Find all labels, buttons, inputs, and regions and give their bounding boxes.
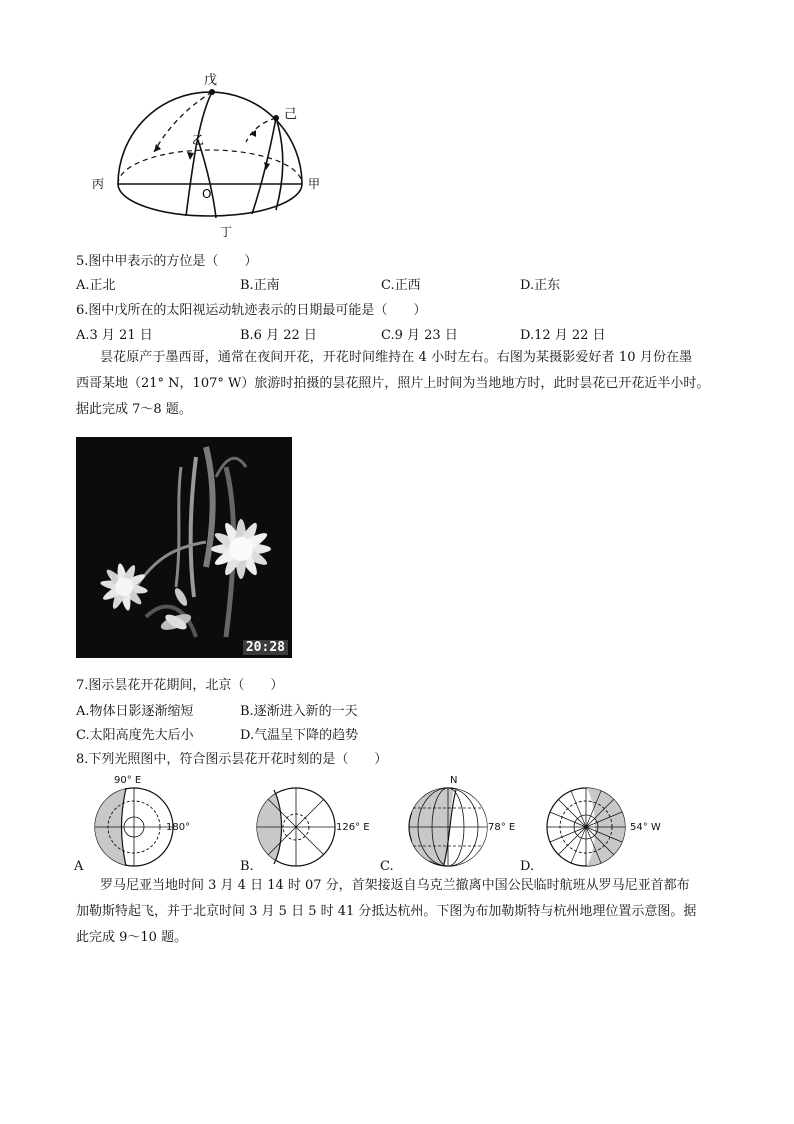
hemisphere-dome — [118, 92, 302, 184]
q5-option-b: B.正南 — [240, 278, 280, 293]
illumination-diagram-b — [252, 786, 342, 868]
passage2-line3: 此完成 9～10 题。 — [76, 930, 188, 945]
passage1-line3: 据此完成 7～8 题。 — [76, 402, 192, 417]
diagram-d-side-label: 54° W — [630, 822, 661, 833]
q7-option-b: B.逐渐进入新的一天 — [240, 704, 358, 719]
diagram-a-top-label: 90° E — [114, 775, 142, 786]
q5-option-d: D.正东 — [520, 278, 561, 293]
diagram-a-letter: A — [74, 859, 84, 874]
diagram-a-side-label: 180° — [166, 822, 191, 833]
q5-option-a: A.正北 — [76, 278, 116, 293]
q8-stem: 8.下列光照图中，符合图示昙花开花时刻的是（ ） — [76, 752, 388, 767]
flower-illustration — [76, 437, 292, 658]
passage2-line1: 罗马尼亚当地时间 3 月 4 日 14 时 07 分，首架接返自乌克兰撤离中国公民临时航班从罗马尼亚首都布 — [100, 878, 690, 893]
illumination-diagram-c — [404, 786, 494, 868]
q6-option-c: C.9 月 23 日 — [381, 328, 458, 343]
point-wu — [209, 89, 215, 95]
label-ding: 丁 — [220, 225, 233, 239]
q6-option-b: B.6 月 22 日 — [240, 328, 317, 343]
q5-option-c: C.正西 — [381, 278, 421, 293]
label-o: O — [202, 187, 212, 201]
q7-stem: 7.图示昙花开花期间，北京（ ） — [76, 678, 284, 693]
illumination-diagram-d — [542, 786, 632, 868]
passage2-line2: 加勒斯特起飞，并于北京时间 3 月 5 日 5 时 41 分抵达杭州。下图为布加勒斯特与杭州地理位置示意图。据 — [76, 904, 697, 919]
point-ji — [273, 115, 279, 121]
diagram-b-letter: B. — [240, 859, 254, 874]
q7-option-c: C.太阳高度先大后小 — [76, 728, 194, 743]
horizon-back — [118, 150, 302, 184]
sun-path-ji-front2 — [276, 118, 283, 210]
q7-option-a: A.物体日影逐渐缩短 — [76, 704, 194, 719]
cereus-photo — [76, 437, 292, 658]
diagram-c-side-label: 78° E — [488, 822, 516, 833]
diagram-d-letter: D. — [520, 859, 535, 874]
q7-option-d: D.气温呈下降的趋势 — [240, 728, 359, 743]
sun-path-diagram — [90, 60, 330, 240]
diagram-c-top-label: N — [450, 775, 458, 786]
q6-option-d: D.12 月 22 日 — [520, 328, 606, 343]
sun-path-yi — [198, 140, 216, 218]
photo-timestamp: 20:28 — [243, 640, 288, 655]
passage1-line2: 西哥某地（21° N，107° W）旅游时拍摄的昙花照片，照片上时间为当地地方时，此时昙花已开花近半小时。 — [76, 376, 710, 391]
label-jia: 甲 — [308, 177, 321, 191]
label-bing: 丙 — [92, 177, 105, 191]
q6-option-a: A.3 月 21 日 — [76, 328, 153, 343]
passage1-line1: 昙花原产于墨西哥，通常在夜间开花，开花时间维持在 4 小时左右。右图为某摄影爱好者 10 月份在墨 — [100, 350, 693, 365]
q6-stem: 6.图中戊所在的太阳视运动轨迹表示的日期最可能是（ ） — [76, 303, 427, 318]
label-wu: 戊 — [204, 73, 218, 88]
label-yi: 乙 — [192, 133, 205, 147]
q5-stem: 5.图中甲表示的方位是（ ） — [76, 254, 258, 269]
label-ji: 己 — [284, 107, 298, 122]
diagram-c-letter: C. — [380, 859, 394, 874]
diagram-b-side-label: 126° E — [336, 822, 370, 833]
